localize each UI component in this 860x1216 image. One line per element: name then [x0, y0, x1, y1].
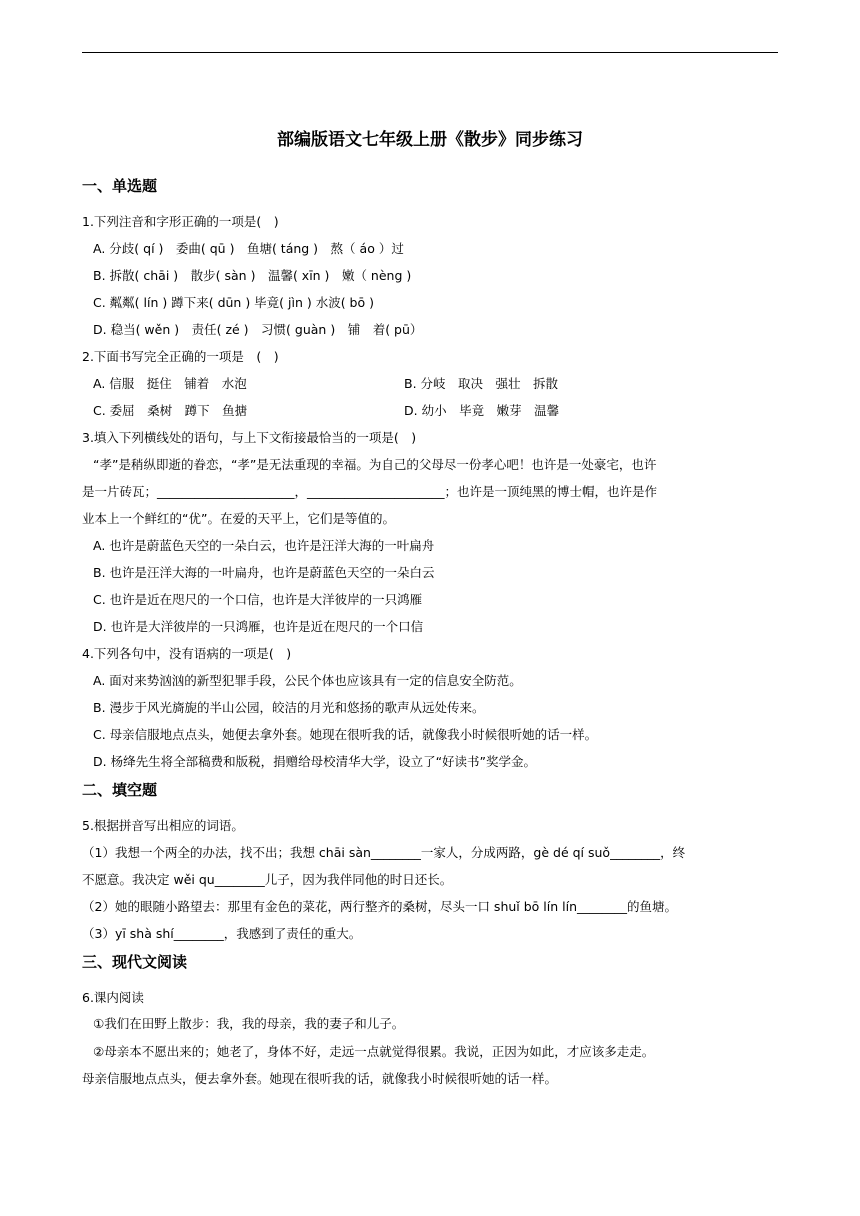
question-3-passage-line-3: 业本上一个鲜红的“优”。在爱的天平上，它们是等值的。 — [82, 511, 395, 526]
section-heading-reading: 三、现代文阅读 — [82, 953, 188, 971]
question-3-passage-line-2: 是一片砖瓦；______________________，______________________；也许是一顶纯黑的博士帽，也许是作 — [82, 484, 658, 499]
question-4-option-c: C. 母亲信服地点点头，她便去拿外套。她现在很听我的话，就像我小时候很听她的话一样。 — [93, 727, 598, 742]
question-1-option-a: A. 分歧( qí ) 委曲( qū ) 鱼塘( táng ) 熬（ áo ）过 — [93, 241, 404, 256]
question-1-option-d: D. 稳当( wěn ) 责任( zé ) 习惯( guàn ) 铺 着( pū） — [93, 322, 423, 337]
question-2-option-c: C. 委屈 桑树 蹲下 鱼搪 — [93, 403, 248, 418]
question-1-option-b: B. 拆散( chāi ) 散步( sàn ) 温馨( xīn ) 嫩（ nèng ) — [93, 268, 412, 283]
question-3-option-d: D. 也许是大洋彼岸的一只鸿雁，也许是近在咫尺的一个口信 — [93, 619, 424, 634]
question-2-option-a: A. 信服 挺住 铺着 水泡 — [93, 376, 247, 391]
question-4-option-a: A. 面对来势汹汹的新型犯罪手段，公民个体也应该具有一定的信息安全防范。 — [93, 673, 522, 688]
question-2-option-b: B. 分岐 取决 强壮 拆散 — [404, 376, 559, 391]
reading-paragraph-2-line-1: ②母亲本不愿出来的；她老了，身体不好，走远一点就觉得很累。我说，正因为如此，才应该多走走。 — [93, 1044, 655, 1059]
question-3-option-c: C. 也许是近在咫尺的一个口信，也许是大洋彼岸的一只鸿雁 — [93, 592, 423, 607]
question-4-option-d: D. 杨绛先生将全部稿费和版税，捐赠给母校清华大学，设立了“好读书”奖学金。 — [93, 754, 537, 769]
question-3-option-b: B. 也许是汪洋大海的一叶扁舟，也许是蔚蓝色天空的一朵白云 — [93, 565, 435, 580]
question-2-stem: 2.下面书写完全正确的一项是 ( ) — [82, 349, 279, 364]
question-5-item-1-line-1: （1）我想一个两全的办法，找不出；我想 chāi sàn________一家人，分成两路，gè dé qí suǒ________，终 — [82, 845, 686, 860]
question-5-item-3: （3）yī shà shí________，我感到了责任的重大。 — [82, 926, 362, 941]
question-2-option-d: D. 幼小 毕竟 嫩芽 温馨 — [404, 403, 560, 418]
question-3-passage-line-1: “孝”是稍纵即逝的眷恋，“孝”是无法重现的幸福。为自己的父母尽一份孝心吧！也许是一处豪宅，也许 — [93, 457, 657, 472]
question-6-stem: 6.课内阅读 — [82, 990, 144, 1005]
question-5-stem: 5.根据拼音写出相应的词语。 — [82, 818, 244, 833]
question-1-stem: 1.下列注音和字形正确的一项是( ) — [82, 214, 279, 229]
section-heading-single-choice: 一、单选题 — [82, 177, 158, 195]
header-rule — [82, 52, 778, 53]
question-5-item-1-line-2: 不愿意。我决定 wěi qu________儿子，因为我伴同他的时日还长。 — [82, 872, 453, 887]
section-heading-fill-in: 二、填空题 — [82, 781, 158, 799]
reading-paragraph-1: ①我们在田野上散步：我，我的母亲，我的妻子和儿子。 — [93, 1016, 405, 1031]
reading-paragraph-2-line-2: 母亲信服地点点头，便去拿外套。她现在很听我的话，就像我小时候很听她的话一样。 — [82, 1071, 558, 1086]
question-3-stem: 3.填入下列横线处的语句，与上下文衔接最恰当的一项是( ) — [82, 430, 417, 445]
question-3-option-a: A. 也许是蔚蓝色天空的一朵白云，也许是汪洋大海的一叶扁舟 — [93, 538, 435, 553]
question-4-stem: 4.下列各句中，没有语病的一项是( ) — [82, 646, 292, 661]
question-1-option-c: C. 粼粼( lín ) 蹲下来( dūn ) 毕竟( jìn ) 水波( bō ) — [93, 295, 374, 310]
page-title: 部编版语文七年级上册《散步》同步练习 — [277, 130, 583, 150]
question-5-item-2: （2）她的眼随小路望去：那里有金色的菜花，两行整齐的桑树，尽头一口 shuǐ bō lín lín________的鱼塘。 — [82, 899, 677, 914]
question-4-option-b: B. 漫步于风光旖旎的半山公园，皎洁的月光和悠扬的歌声从远处传来。 — [93, 700, 485, 715]
